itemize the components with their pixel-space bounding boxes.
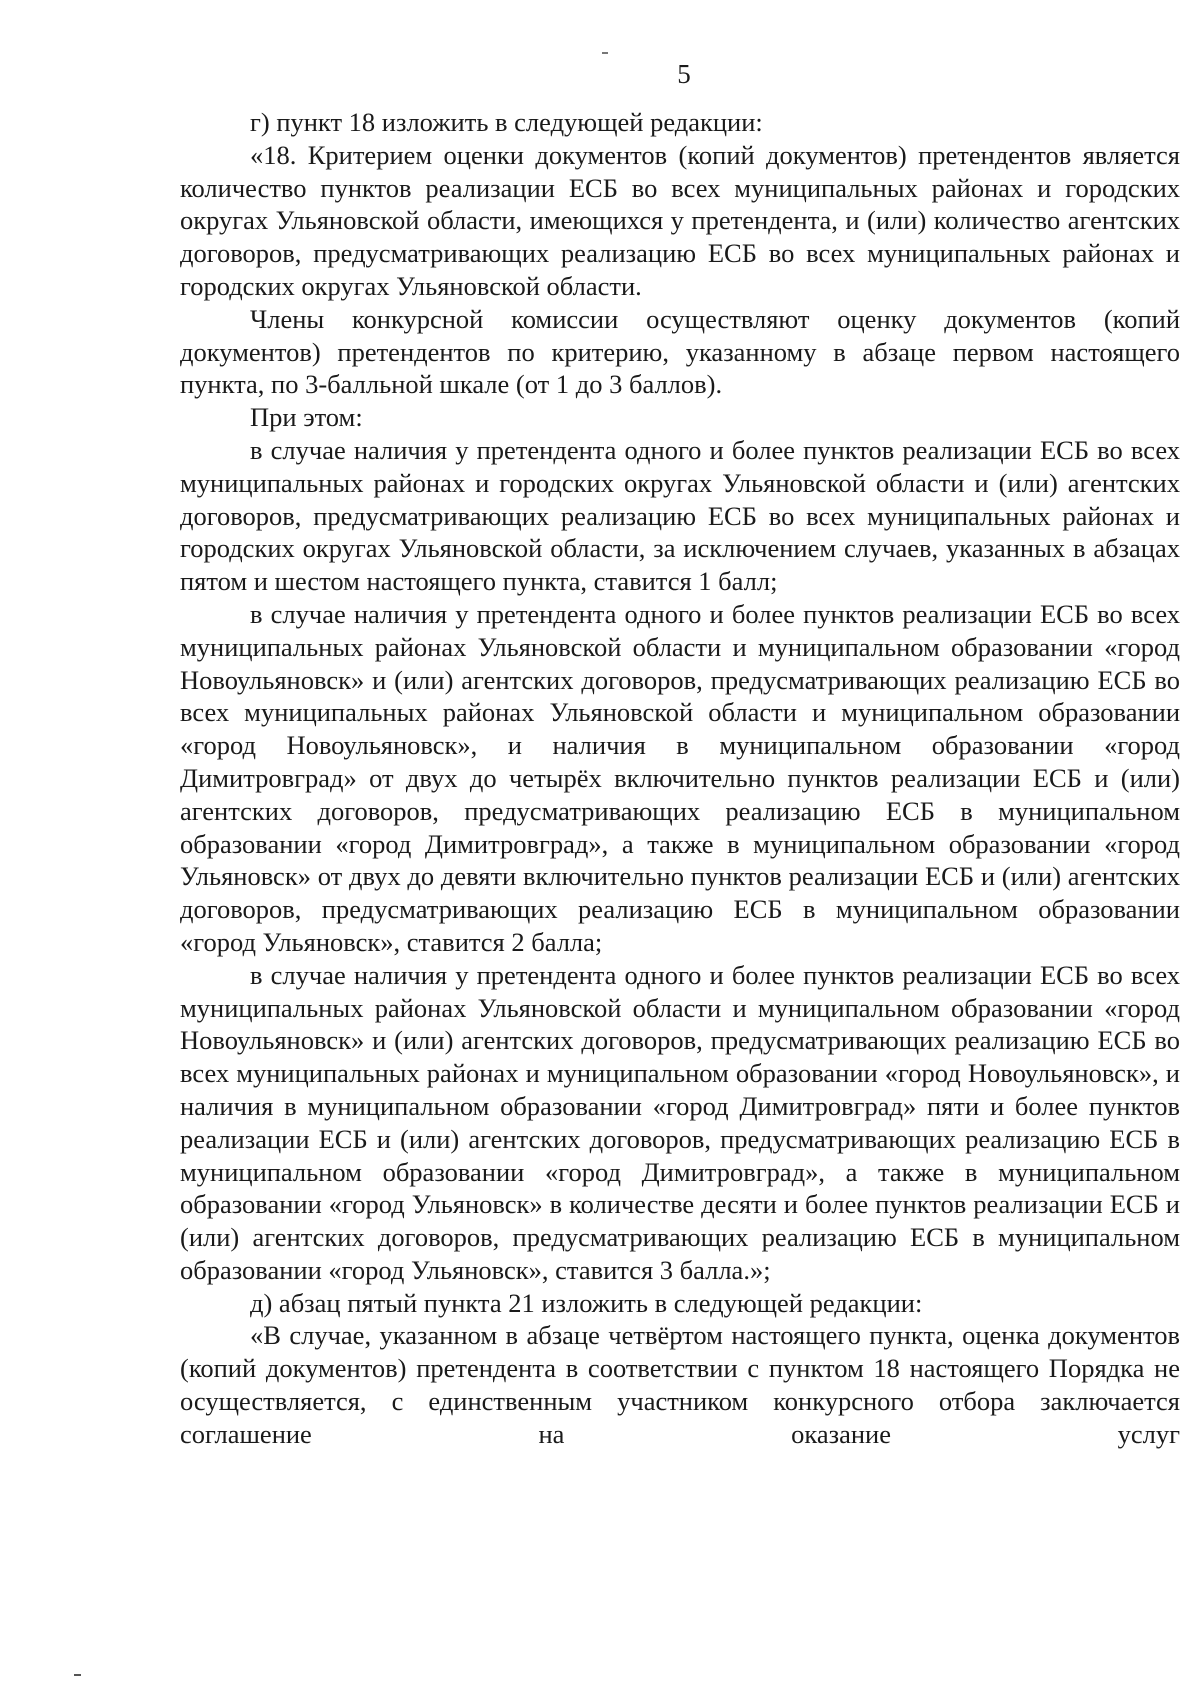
document-body	[180, 106, 1180, 1451]
page-number: 5	[677, 59, 691, 89]
paragraph-item-g: г) пункт 18 изложить в следующей редакции:	[250, 107, 763, 137]
paragraph-score-3: в случае наличия у претендента одного и более пунктов реализации ЕСБ во всех муниципальных районах Ульяновской области и муниципальном образовании «город Новоульяновск» и (или) агентских договоров, предусматривающих реализацию ЕСБ во всех муниципальных районах и муниципальном образовании «город Новоульяновск», и наличия в муниципальном образовании «город Димитровград» пяти и более пунктов реализации ЕСБ и (или) агентских договоров, предусматривающих реализацию ЕСБ в муниципальном образовании «город Димитровград», а также в муниципальном образовании «город Ульяновск» в количестве десяти и более пунктов реализации ЕСБ и (или) агентских договоров, предусматривающих реализацию ЕСБ в муниципальном образовании «город Ульяновск», ставится 3 балла.»;	[180, 959, 1180, 1285]
paragraph-criterion: «18. Критерием оценки документов (копий документов) претендентов является количество пунктов реализации ЕСБ во всех муниципальных районах и городских округах Ульяновской области, имеющихся у претендента, и (или) количество агентских договоров, предусматривающих реализацию ЕСБ во всех муниципальных районах и городских округах Ульяновской области.	[180, 139, 1180, 301]
paragraph-item-d: д) абзац пятый пункта 21 изложить в следующей редакции:	[250, 1287, 923, 1318]
paragraph-commission-evaluation: Члены конкурсной комиссии осуществляют оценку документов (копий документов) претендентов по критерию, указанному в абзаце первом настоящего пункта, по 3-балльной шкале (от 1 до 3 баллов).	[180, 303, 1180, 400]
paragraph-at-that: При этом:	[250, 402, 363, 433]
paragraph-score-1: в случае наличия у претендента одного и более пунктов реализации ЕСБ во всех муниципальных районах и городских округах Ульяновской области и (или) агентских договоров, предусматривающих реализацию ЕСБ во всех муниципальных районах и городских округах Ульяновской области, за исключением случаев, указанных в абзацах пятом и шестом настоящего пункта, ставится 1 балл;	[180, 434, 1180, 597]
paragraph-score-2: в случае наличия у претендента одного и более пунктов реализации ЕСБ во всех муниципальных районах Ульяновской области и муниципальном образовании «город Новоульяновск» и (или) агентских договоров, предусматривающих реализацию ЕСБ во всех муниципальных районах Ульяновской области и муниципальном образовании «город Новоульяновск», и наличия в муниципальном образовании «город Димитровград» от двух до четырёх включительно пунктов реализации ЕСБ и (или) агентских договоров, предусматривающих реализацию ЕСБ в муниципальном образовании «город Димитровград», а также в муниципальном образовании «город Ульяновск» от двух до девяти включительно пунктов реализации ЕСБ и (или) агентских договоров, предусматривающих реализацию ЕСБ в муниципальном образовании «город Ульяновск», ставится 2 балла;	[180, 598, 1180, 957]
scan-mark-bottom	[74, 1674, 81, 1676]
scan-mark-top	[602, 52, 608, 54]
paragraph-single-participant: «В случае, указанном в абзаце четвёртом настоящего пункта, оценка документов (копий документов) претендента в соответствии с пунктом 18 настоящего Порядка не осуществляется, с единственным участником конкурсного отбора заключается соглашение на оказание услуг	[180, 1320, 1180, 1449]
